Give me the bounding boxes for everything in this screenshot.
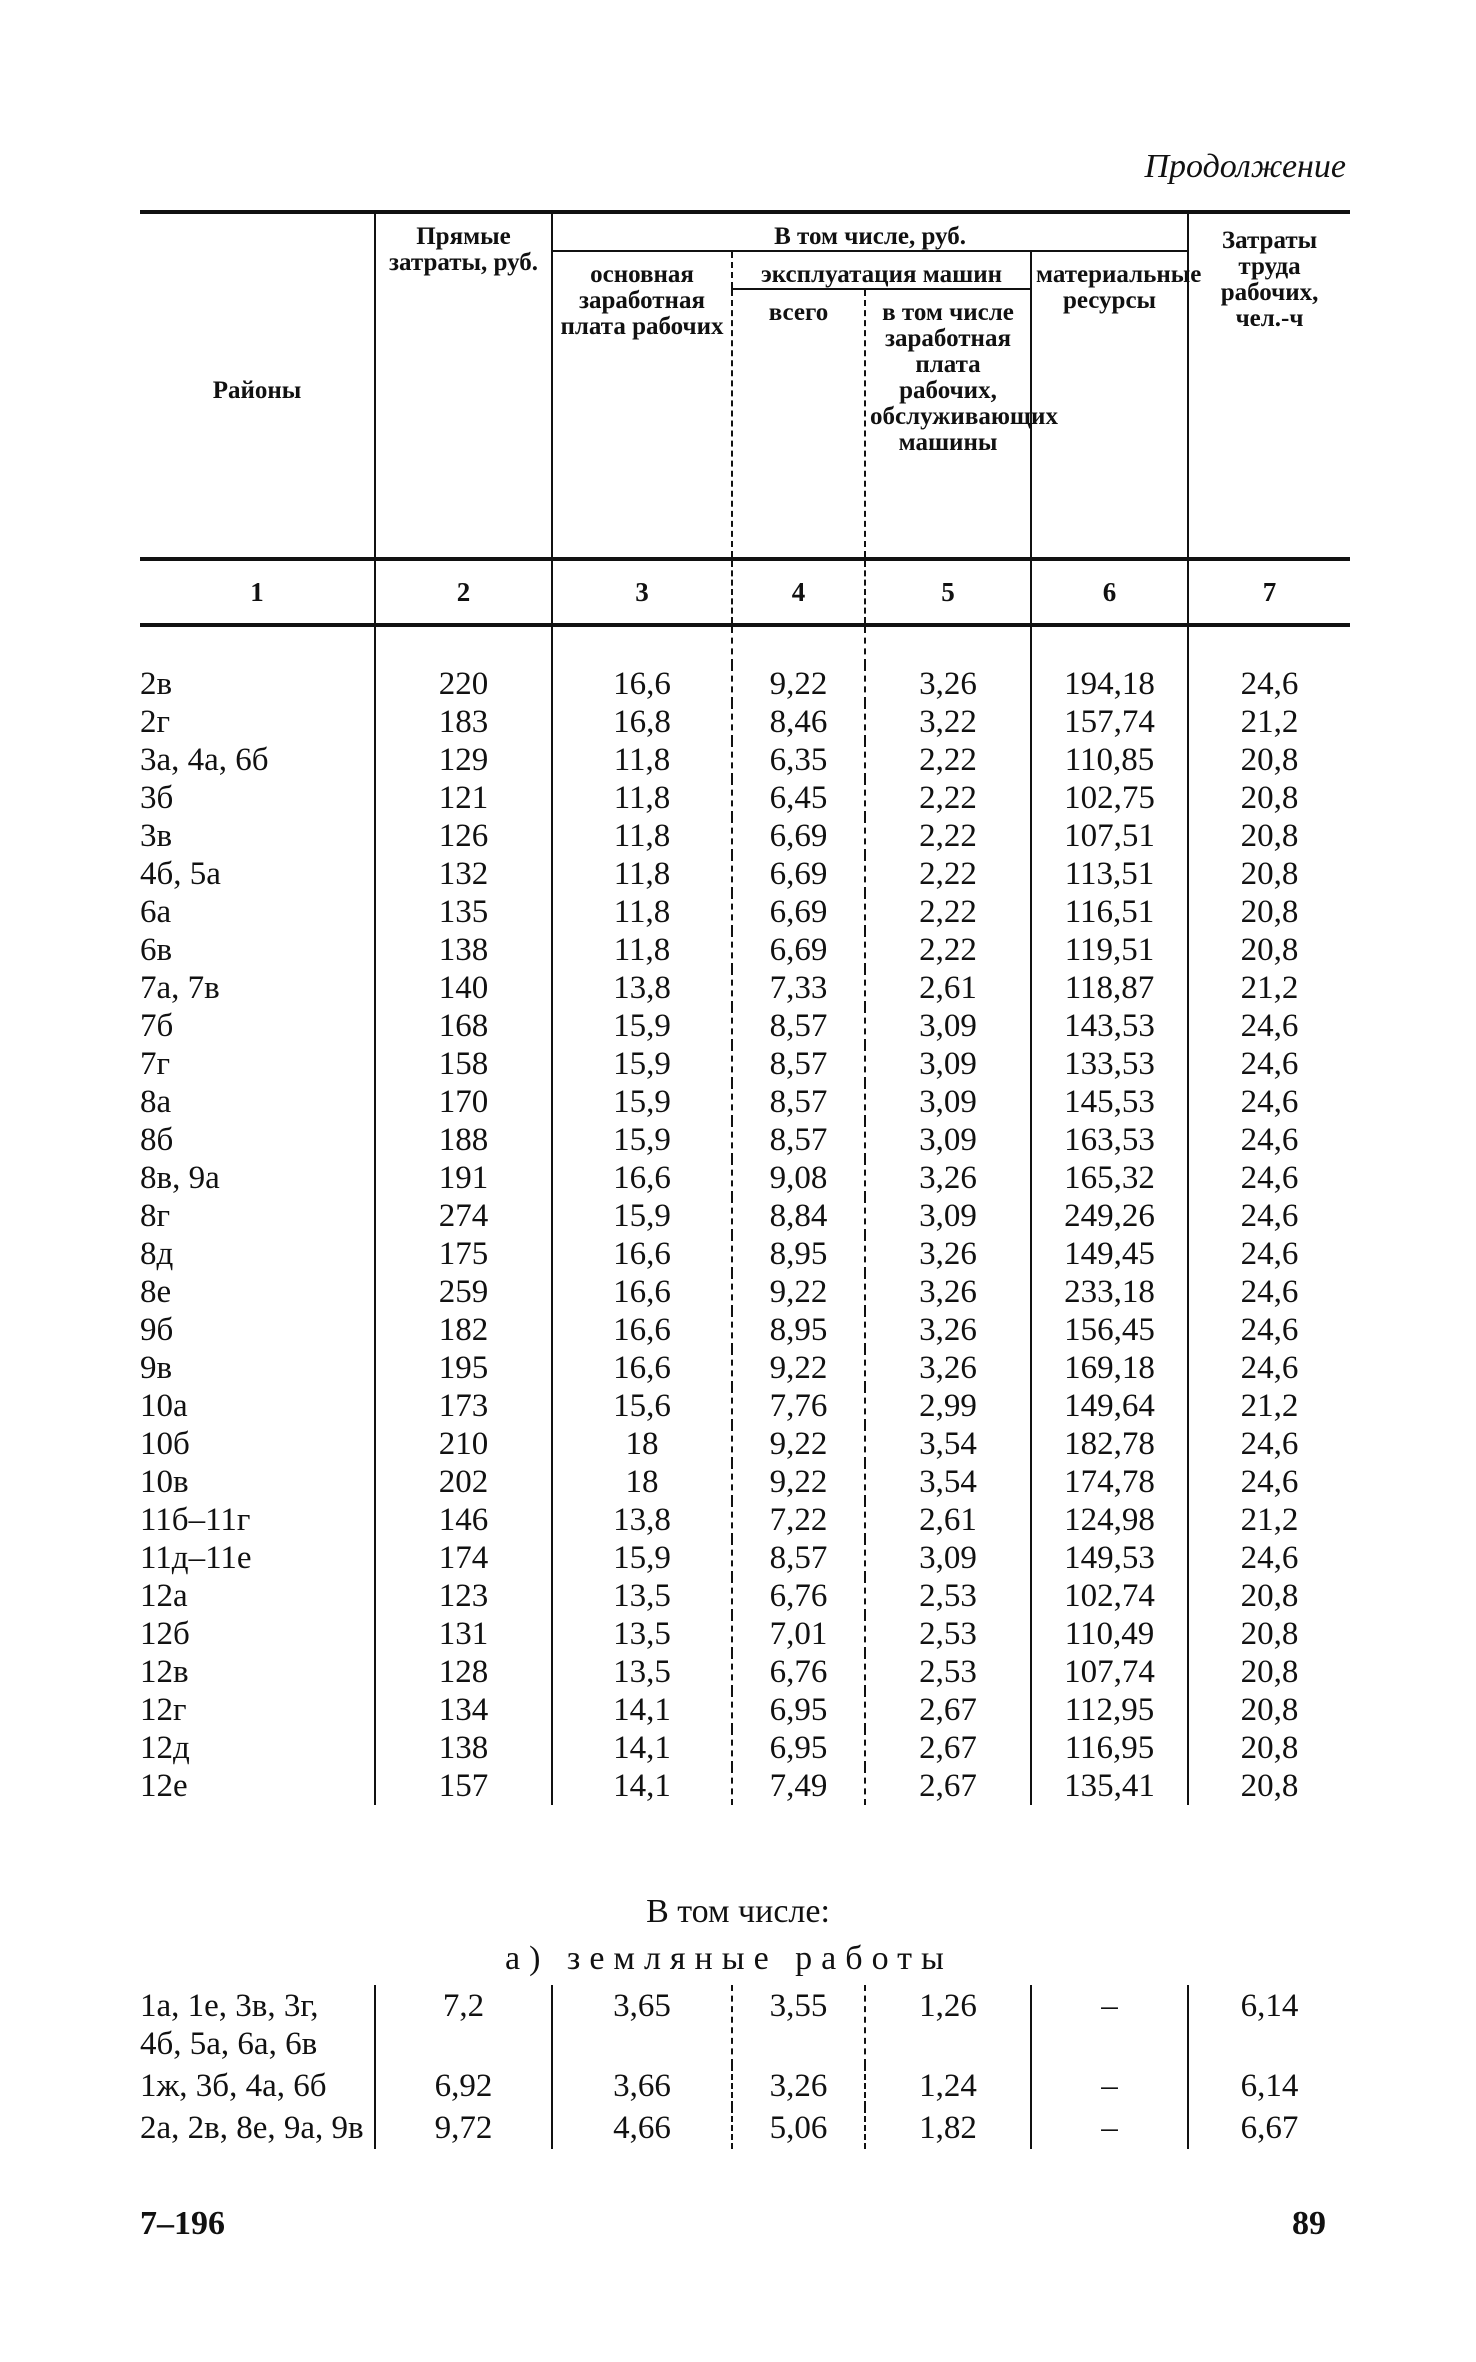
labor-cell: 20,8 <box>1188 1615 1350 1653</box>
base-wage-cell: 15,9 <box>552 1121 732 1159</box>
machine-wage-cell: 2,53 <box>865 1577 1031 1615</box>
base-wage-cell: 16,6 <box>552 665 732 703</box>
table-row <box>140 1121 1350 1159</box>
machine-total-cell: 6,69 <box>732 893 865 931</box>
machine-total-cell: 8,57 <box>732 1121 865 1159</box>
machine-wage-cell: 2,22 <box>865 779 1031 817</box>
materials-cell: 119,51 <box>1031 931 1188 969</box>
region-cell: 2а, 2в, 8е, 9а, 9в <box>140 2110 364 2146</box>
base-wage-cell: 15,9 <box>552 1045 732 1083</box>
materials-cell: 116,95 <box>1031 1729 1188 1767</box>
col-number: 2 <box>375 559 552 625</box>
table-row <box>140 1159 1350 1197</box>
col-number: 5 <box>865 559 1031 625</box>
machine-total-cell: 8,57 <box>732 1007 865 1045</box>
direct-cost-cell: 138 <box>375 1729 552 1767</box>
direct-cost-cell: 173 <box>375 1387 552 1425</box>
direct-cost-cell: 202 <box>375 1463 552 1501</box>
labor-cell: 24,6 <box>1188 1425 1350 1463</box>
region-cell: 7г <box>140 1046 171 1082</box>
table-row <box>140 1235 1350 1273</box>
header-machine-operation: эксплуатация машин <box>732 251 1031 289</box>
machine-total-cell: 5,06 <box>732 2107 865 2149</box>
base-wage-cell: 15,9 <box>552 1197 732 1235</box>
machine-total-cell: 3,26 <box>732 2065 865 2107</box>
materials-cell: 163,53 <box>1031 1121 1188 1159</box>
region-cell: 8б <box>140 1122 174 1158</box>
region-cell: 8в, 9а <box>140 1160 220 1196</box>
machine-total-cell: 9,22 <box>732 1349 865 1387</box>
labor-cell: 24,6 <box>1188 1273 1350 1311</box>
base-wage-cell: 11,8 <box>552 741 732 779</box>
machine-wage-cell: 2,67 <box>865 1729 1031 1767</box>
header-direct-costs: Прямые затраты, руб. <box>375 212 552 559</box>
machine-total-cell: 6,76 <box>732 1577 865 1615</box>
materials-cell: 124,98 <box>1031 1501 1188 1539</box>
direct-cost-cell: 131 <box>375 1615 552 1653</box>
materials-cell: 156,45 <box>1031 1311 1188 1349</box>
machine-wage-cell: 2,53 <box>865 1653 1031 1691</box>
region-cell: 1ж, 3б, 4а, 6б <box>140 2068 327 2104</box>
machine-wage-cell: 1,24 <box>865 2065 1031 2107</box>
materials-cell: 249,26 <box>1031 1197 1188 1235</box>
base-wage-cell: 3,65 <box>552 1985 732 2065</box>
col-number: 6 <box>1031 559 1188 625</box>
direct-cost-cell: 6,92 <box>375 2065 552 2107</box>
machine-wage-cell: 2,67 <box>865 1767 1031 1805</box>
base-wage-cell: 16,6 <box>552 1311 732 1349</box>
header-total: всего <box>732 289 865 559</box>
machine-wage-cell: 2,67 <box>865 1691 1031 1729</box>
direct-cost-cell: 175 <box>375 1235 552 1273</box>
table-row <box>140 1729 1350 1767</box>
labor-cell: 24,6 <box>1188 1159 1350 1197</box>
machine-total-cell: 3,55 <box>732 1985 865 2065</box>
machine-wage-cell: 2,99 <box>865 1387 1031 1425</box>
machine-wage-cell: 3,54 <box>865 1425 1031 1463</box>
region-cell: 12е <box>140 1768 188 1804</box>
machine-total-cell: 9,08 <box>732 1159 865 1197</box>
table-row <box>140 1007 1350 1045</box>
machine-wage-cell: 3,26 <box>865 1311 1031 1349</box>
table-row <box>140 1501 1350 1539</box>
base-wage-cell: 13,5 <box>552 1577 732 1615</box>
machine-total-cell: 7,22 <box>732 1501 865 1539</box>
header-machine-wage: в том числе заработная плата рабочих, обслуживающих машины <box>865 289 1031 559</box>
machine-wage-cell: 3,09 <box>865 1083 1031 1121</box>
direct-cost-cell: 132 <box>375 855 552 893</box>
col-number: 4 <box>732 559 865 625</box>
labor-cell: 24,6 <box>1188 1083 1350 1121</box>
machine-wage-cell: 3,09 <box>865 1539 1031 1577</box>
base-wage-cell: 11,8 <box>552 893 732 931</box>
subsection-title: В том числе: <box>646 1893 830 1930</box>
direct-cost-cell: 259 <box>375 1273 552 1311</box>
col-number: 1 <box>140 559 375 625</box>
base-wage-cell: 11,8 <box>552 931 732 969</box>
machine-wage-cell: 3,54 <box>865 1463 1031 1501</box>
header-labor: Затраты труда рабочих, чел.-ч <box>1188 212 1350 559</box>
base-wage-cell: 14,1 <box>552 1729 732 1767</box>
machine-wage-cell: 2,22 <box>865 855 1031 893</box>
direct-cost-cell: 174 <box>375 1539 552 1577</box>
table-row <box>140 1463 1350 1501</box>
materials-cell: 102,74 <box>1031 1577 1188 1615</box>
region-cell: 2в <box>140 666 173 702</box>
machine-total-cell: 8,95 <box>732 1311 865 1349</box>
materials-cell: 112,95 <box>1031 1691 1188 1729</box>
materials-cell: 194,18 <box>1031 665 1188 703</box>
region-cell: 3в <box>140 818 173 854</box>
machine-wage-cell: 2,53 <box>865 1615 1031 1653</box>
labor-cell: 24,6 <box>1188 1235 1350 1273</box>
machine-total-cell: 7,33 <box>732 969 865 1007</box>
materials-cell: 145,53 <box>1031 1083 1188 1121</box>
machine-total-cell: 9,22 <box>732 1273 865 1311</box>
labor-cell: 24,6 <box>1188 665 1350 703</box>
labor-cell: 24,6 <box>1188 1197 1350 1235</box>
base-wage-cell: 14,1 <box>552 1767 732 1805</box>
labor-cell: 24,6 <box>1188 1121 1350 1159</box>
table-row <box>140 893 1350 931</box>
materials-cell: 118,87 <box>1031 969 1188 1007</box>
machine-wage-cell: 1,82 <box>865 2107 1031 2149</box>
materials-cell: 110,85 <box>1031 741 1188 779</box>
region-cell: 10а <box>140 1388 188 1424</box>
machine-total-cell: 8,57 <box>732 1539 865 1577</box>
table-row <box>140 2065 1350 2107</box>
base-wage-cell: 15,6 <box>552 1387 732 1425</box>
base-wage-cell: 11,8 <box>552 817 732 855</box>
table-row <box>140 817 1350 855</box>
labor-cell: 6,14 <box>1188 1985 1350 2065</box>
base-wage-cell: 4,66 <box>552 2107 732 2149</box>
machine-total-cell: 8,57 <box>732 1083 865 1121</box>
region-cell: 11б–11г <box>140 1502 251 1538</box>
base-wage-cell: 11,8 <box>552 779 732 817</box>
materials-cell: 143,53 <box>1031 1007 1188 1045</box>
table-row <box>140 1045 1350 1083</box>
direct-cost-cell: 183 <box>375 703 552 741</box>
region-cell: 6в <box>140 932 173 968</box>
header-regions: Районы <box>140 212 375 559</box>
labor-cell: 21,2 <box>1188 1501 1350 1539</box>
direct-cost-cell: 157 <box>375 1767 552 1805</box>
direct-cost-cell: 9,72 <box>375 2107 552 2149</box>
region-cell: 12а <box>140 1578 188 1614</box>
materials-cell: 174,78 <box>1031 1463 1188 1501</box>
header-materials: материальные ресурсы <box>1031 251 1188 559</box>
materials-cell: 107,51 <box>1031 817 1188 855</box>
materials-cell: – <box>1031 2107 1188 2149</box>
machine-wage-cell: 3,09 <box>865 1045 1031 1083</box>
col-number: 7 <box>1188 559 1350 625</box>
machine-total-cell: 8,84 <box>732 1197 865 1235</box>
direct-cost-cell: 191 <box>375 1159 552 1197</box>
base-wage-cell: 13,5 <box>552 1653 732 1691</box>
base-wage-cell: 16,6 <box>552 1349 732 1387</box>
base-wage-cell: 16,6 <box>552 1235 732 1273</box>
materials-cell: 135,41 <box>1031 1767 1188 1805</box>
header-including: В том числе, руб. <box>552 212 1188 251</box>
table-row <box>140 1539 1350 1577</box>
materials-cell: 169,18 <box>1031 1349 1188 1387</box>
machine-total-cell: 8,57 <box>732 1045 865 1083</box>
base-wage-cell: 15,9 <box>552 1083 732 1121</box>
materials-cell: 149,45 <box>1031 1235 1188 1273</box>
region-cell: 1а, 1е, 3в, 3г, 4б, 5а, 6а, 6в <box>140 1988 319 2062</box>
base-wage-cell: 15,9 <box>552 1539 732 1577</box>
machine-wage-cell: 2,22 <box>865 741 1031 779</box>
labor-cell: 20,8 <box>1188 741 1350 779</box>
machine-total-cell: 6,35 <box>732 741 865 779</box>
table-row <box>140 1425 1350 1463</box>
machine-total-cell: 6,95 <box>732 1691 865 1729</box>
machine-total-cell: 9,22 <box>732 665 865 703</box>
earthworks-table <box>140 1985 1350 2149</box>
direct-cost-cell: 146 <box>375 1501 552 1539</box>
labor-cell: 20,8 <box>1188 855 1350 893</box>
base-wage-cell: 16,6 <box>552 1159 732 1197</box>
direct-cost-cell: 182 <box>375 1311 552 1349</box>
table-row <box>140 1197 1350 1235</box>
header-base-wage: основная заработная плата рабочих <box>552 251 732 559</box>
direct-cost-cell: 126 <box>375 817 552 855</box>
labor-cell: 24,6 <box>1188 1007 1350 1045</box>
machine-wage-cell: 3,26 <box>865 1235 1031 1273</box>
table-row <box>140 1985 1350 2065</box>
labor-cell: 20,8 <box>1188 779 1350 817</box>
region-cell: 3а, 4а, 6б <box>140 742 269 778</box>
labor-cell: 20,8 <box>1188 817 1350 855</box>
direct-cost-cell: 138 <box>375 931 552 969</box>
region-cell: 10б <box>140 1426 190 1462</box>
machine-wage-cell: 3,26 <box>865 1349 1031 1387</box>
direct-cost-cell: 188 <box>375 1121 552 1159</box>
materials-cell: 116,51 <box>1031 893 1188 931</box>
table-row <box>140 969 1350 1007</box>
direct-cost-cell: 140 <box>375 969 552 1007</box>
region-cell: 2г <box>140 704 171 740</box>
labor-cell: 24,6 <box>1188 1311 1350 1349</box>
base-wage-cell: 13,8 <box>552 1501 732 1539</box>
machine-wage-cell: 3,22 <box>865 703 1031 741</box>
machine-wage-cell: 2,22 <box>865 817 1031 855</box>
machine-total-cell: 6,95 <box>732 1729 865 1767</box>
base-wage-cell: 18 <box>552 1425 732 1463</box>
materials-cell: 182,78 <box>1031 1425 1188 1463</box>
machine-total-cell: 7,49 <box>732 1767 865 1805</box>
materials-cell: 110,49 <box>1031 1615 1188 1653</box>
labor-cell: 21,2 <box>1188 969 1350 1007</box>
region-cell: 10в <box>140 1464 189 1500</box>
direct-cost-cell: 7,2 <box>375 1985 552 2065</box>
region-cell: 9б <box>140 1312 174 1348</box>
materials-cell: 165,32 <box>1031 1159 1188 1197</box>
machine-wage-cell: 2,22 <box>865 931 1031 969</box>
direct-cost-cell: 134 <box>375 1691 552 1729</box>
region-cell: 11д–11е <box>140 1540 252 1576</box>
base-wage-cell: 16,8 <box>552 703 732 741</box>
machine-total-cell: 6,45 <box>732 779 865 817</box>
direct-cost-cell: 158 <box>375 1045 552 1083</box>
direct-cost-cell: 135 <box>375 893 552 931</box>
materials-cell: – <box>1031 2065 1188 2107</box>
machine-wage-cell: 3,26 <box>865 665 1031 703</box>
subsection-name: а) земляные работы <box>505 1940 953 1977</box>
machine-total-cell: 9,22 <box>732 1425 865 1463</box>
direct-cost-cell: 274 <box>375 1197 552 1235</box>
table-row <box>140 1273 1350 1311</box>
base-wage-cell: 11,8 <box>552 855 732 893</box>
cost-table <box>140 210 1350 1805</box>
labor-cell: 20,8 <box>1188 931 1350 969</box>
machine-wage-cell: 2,61 <box>865 969 1031 1007</box>
direct-cost-cell: 168 <box>375 1007 552 1045</box>
footer-code: 7–196 <box>140 2205 225 2242</box>
labor-cell: 21,2 <box>1188 703 1350 741</box>
region-cell: 8е <box>140 1274 172 1310</box>
table-row <box>140 1653 1350 1691</box>
machine-total-cell: 6,69 <box>732 931 865 969</box>
base-wage-cell: 13,8 <box>552 969 732 1007</box>
region-cell: 4б, 5а <box>140 856 221 892</box>
materials-cell: 133,53 <box>1031 1045 1188 1083</box>
page-number: 89 <box>1292 2205 1326 2242</box>
labor-cell: 6,67 <box>1188 2107 1350 2149</box>
machine-total-cell: 7,01 <box>732 1615 865 1653</box>
machine-wage-cell: 1,26 <box>865 1985 1031 2065</box>
table-row <box>140 1349 1350 1387</box>
base-wage-cell: 15,9 <box>552 1007 732 1045</box>
base-wage-cell: 18 <box>552 1463 732 1501</box>
base-wage-cell: 14,1 <box>552 1691 732 1729</box>
materials-cell: 233,18 <box>1031 1273 1188 1311</box>
column-numbers-row <box>140 559 1350 625</box>
table-row <box>140 703 1350 741</box>
direct-cost-cell: 121 <box>375 779 552 817</box>
base-wage-cell: 13,5 <box>552 1615 732 1653</box>
machine-total-cell: 9,22 <box>732 1463 865 1501</box>
table-row <box>140 855 1350 893</box>
table-row <box>140 1615 1350 1653</box>
labor-cell: 20,8 <box>1188 893 1350 931</box>
labor-cell: 24,6 <box>1188 1539 1350 1577</box>
direct-cost-cell: 128 <box>375 1653 552 1691</box>
machine-wage-cell: 3,09 <box>865 1007 1031 1045</box>
labor-cell: 20,8 <box>1188 1691 1350 1729</box>
base-wage-cell: 16,6 <box>552 1273 732 1311</box>
labor-cell: 20,8 <box>1188 1577 1350 1615</box>
machine-wage-cell: 2,61 <box>865 1501 1031 1539</box>
table-row <box>140 1311 1350 1349</box>
region-cell: 9в <box>140 1350 173 1386</box>
labor-cell: 20,8 <box>1188 1729 1350 1767</box>
region-cell: 8д <box>140 1236 174 1272</box>
machine-wage-cell: 3,09 <box>865 1121 1031 1159</box>
table-row <box>140 1083 1350 1121</box>
machine-total-cell: 8,46 <box>732 703 865 741</box>
table-row <box>140 931 1350 969</box>
continuation-label: Продолжение <box>1144 148 1346 185</box>
table-row <box>140 1767 1350 1805</box>
table-row <box>140 1691 1350 1729</box>
materials-cell: 149,53 <box>1031 1539 1188 1577</box>
region-cell: 12г <box>140 1692 187 1728</box>
materials-cell: – <box>1031 1985 1188 2065</box>
machine-wage-cell: 2,22 <box>865 893 1031 931</box>
region-cell: 7б <box>140 1008 174 1044</box>
direct-cost-cell: 170 <box>375 1083 552 1121</box>
labor-cell: 24,6 <box>1188 1045 1350 1083</box>
region-cell: 12в <box>140 1654 189 1690</box>
table-row <box>140 2107 1350 2149</box>
materials-cell: 157,74 <box>1031 703 1188 741</box>
materials-cell: 149,64 <box>1031 1387 1188 1425</box>
region-cell: 6а <box>140 894 172 930</box>
machine-total-cell: 6,76 <box>732 1653 865 1691</box>
machine-wage-cell: 3,26 <box>865 1159 1031 1197</box>
machine-wage-cell: 3,09 <box>865 1197 1031 1235</box>
direct-cost-cell: 210 <box>375 1425 552 1463</box>
region-cell: 12б <box>140 1616 190 1652</box>
labor-cell: 6,14 <box>1188 2065 1350 2107</box>
machine-wage-cell: 3,26 <box>865 1273 1031 1311</box>
materials-cell: 107,74 <box>1031 1653 1188 1691</box>
machine-total-cell: 8,95 <box>732 1235 865 1273</box>
table-row <box>140 779 1350 817</box>
labor-cell: 21,2 <box>1188 1387 1350 1425</box>
machine-total-cell: 6,69 <box>732 855 865 893</box>
region-cell: 7а, 7в <box>140 970 220 1006</box>
labor-cell: 24,6 <box>1188 1463 1350 1501</box>
table-row <box>140 1577 1350 1615</box>
table-row <box>140 1387 1350 1425</box>
base-wage-cell: 3,66 <box>552 2065 732 2107</box>
table-row <box>140 741 1350 779</box>
labor-cell: 20,8 <box>1188 1653 1350 1691</box>
labor-cell: 24,6 <box>1188 1349 1350 1387</box>
direct-cost-cell: 220 <box>375 665 552 703</box>
region-cell: 12д <box>140 1730 190 1766</box>
machine-total-cell: 7,76 <box>732 1387 865 1425</box>
region-cell: 8г <box>140 1198 171 1234</box>
direct-cost-cell: 123 <box>375 1577 552 1615</box>
labor-cell: 20,8 <box>1188 1767 1350 1805</box>
direct-cost-cell: 129 <box>375 741 552 779</box>
region-cell: 8а <box>140 1084 172 1120</box>
materials-cell: 113,51 <box>1031 855 1188 893</box>
table-row <box>140 665 1350 703</box>
region-cell: 3б <box>140 780 174 816</box>
direct-cost-cell: 195 <box>375 1349 552 1387</box>
col-number: 3 <box>552 559 732 625</box>
materials-cell: 102,75 <box>1031 779 1188 817</box>
machine-total-cell: 6,69 <box>732 817 865 855</box>
